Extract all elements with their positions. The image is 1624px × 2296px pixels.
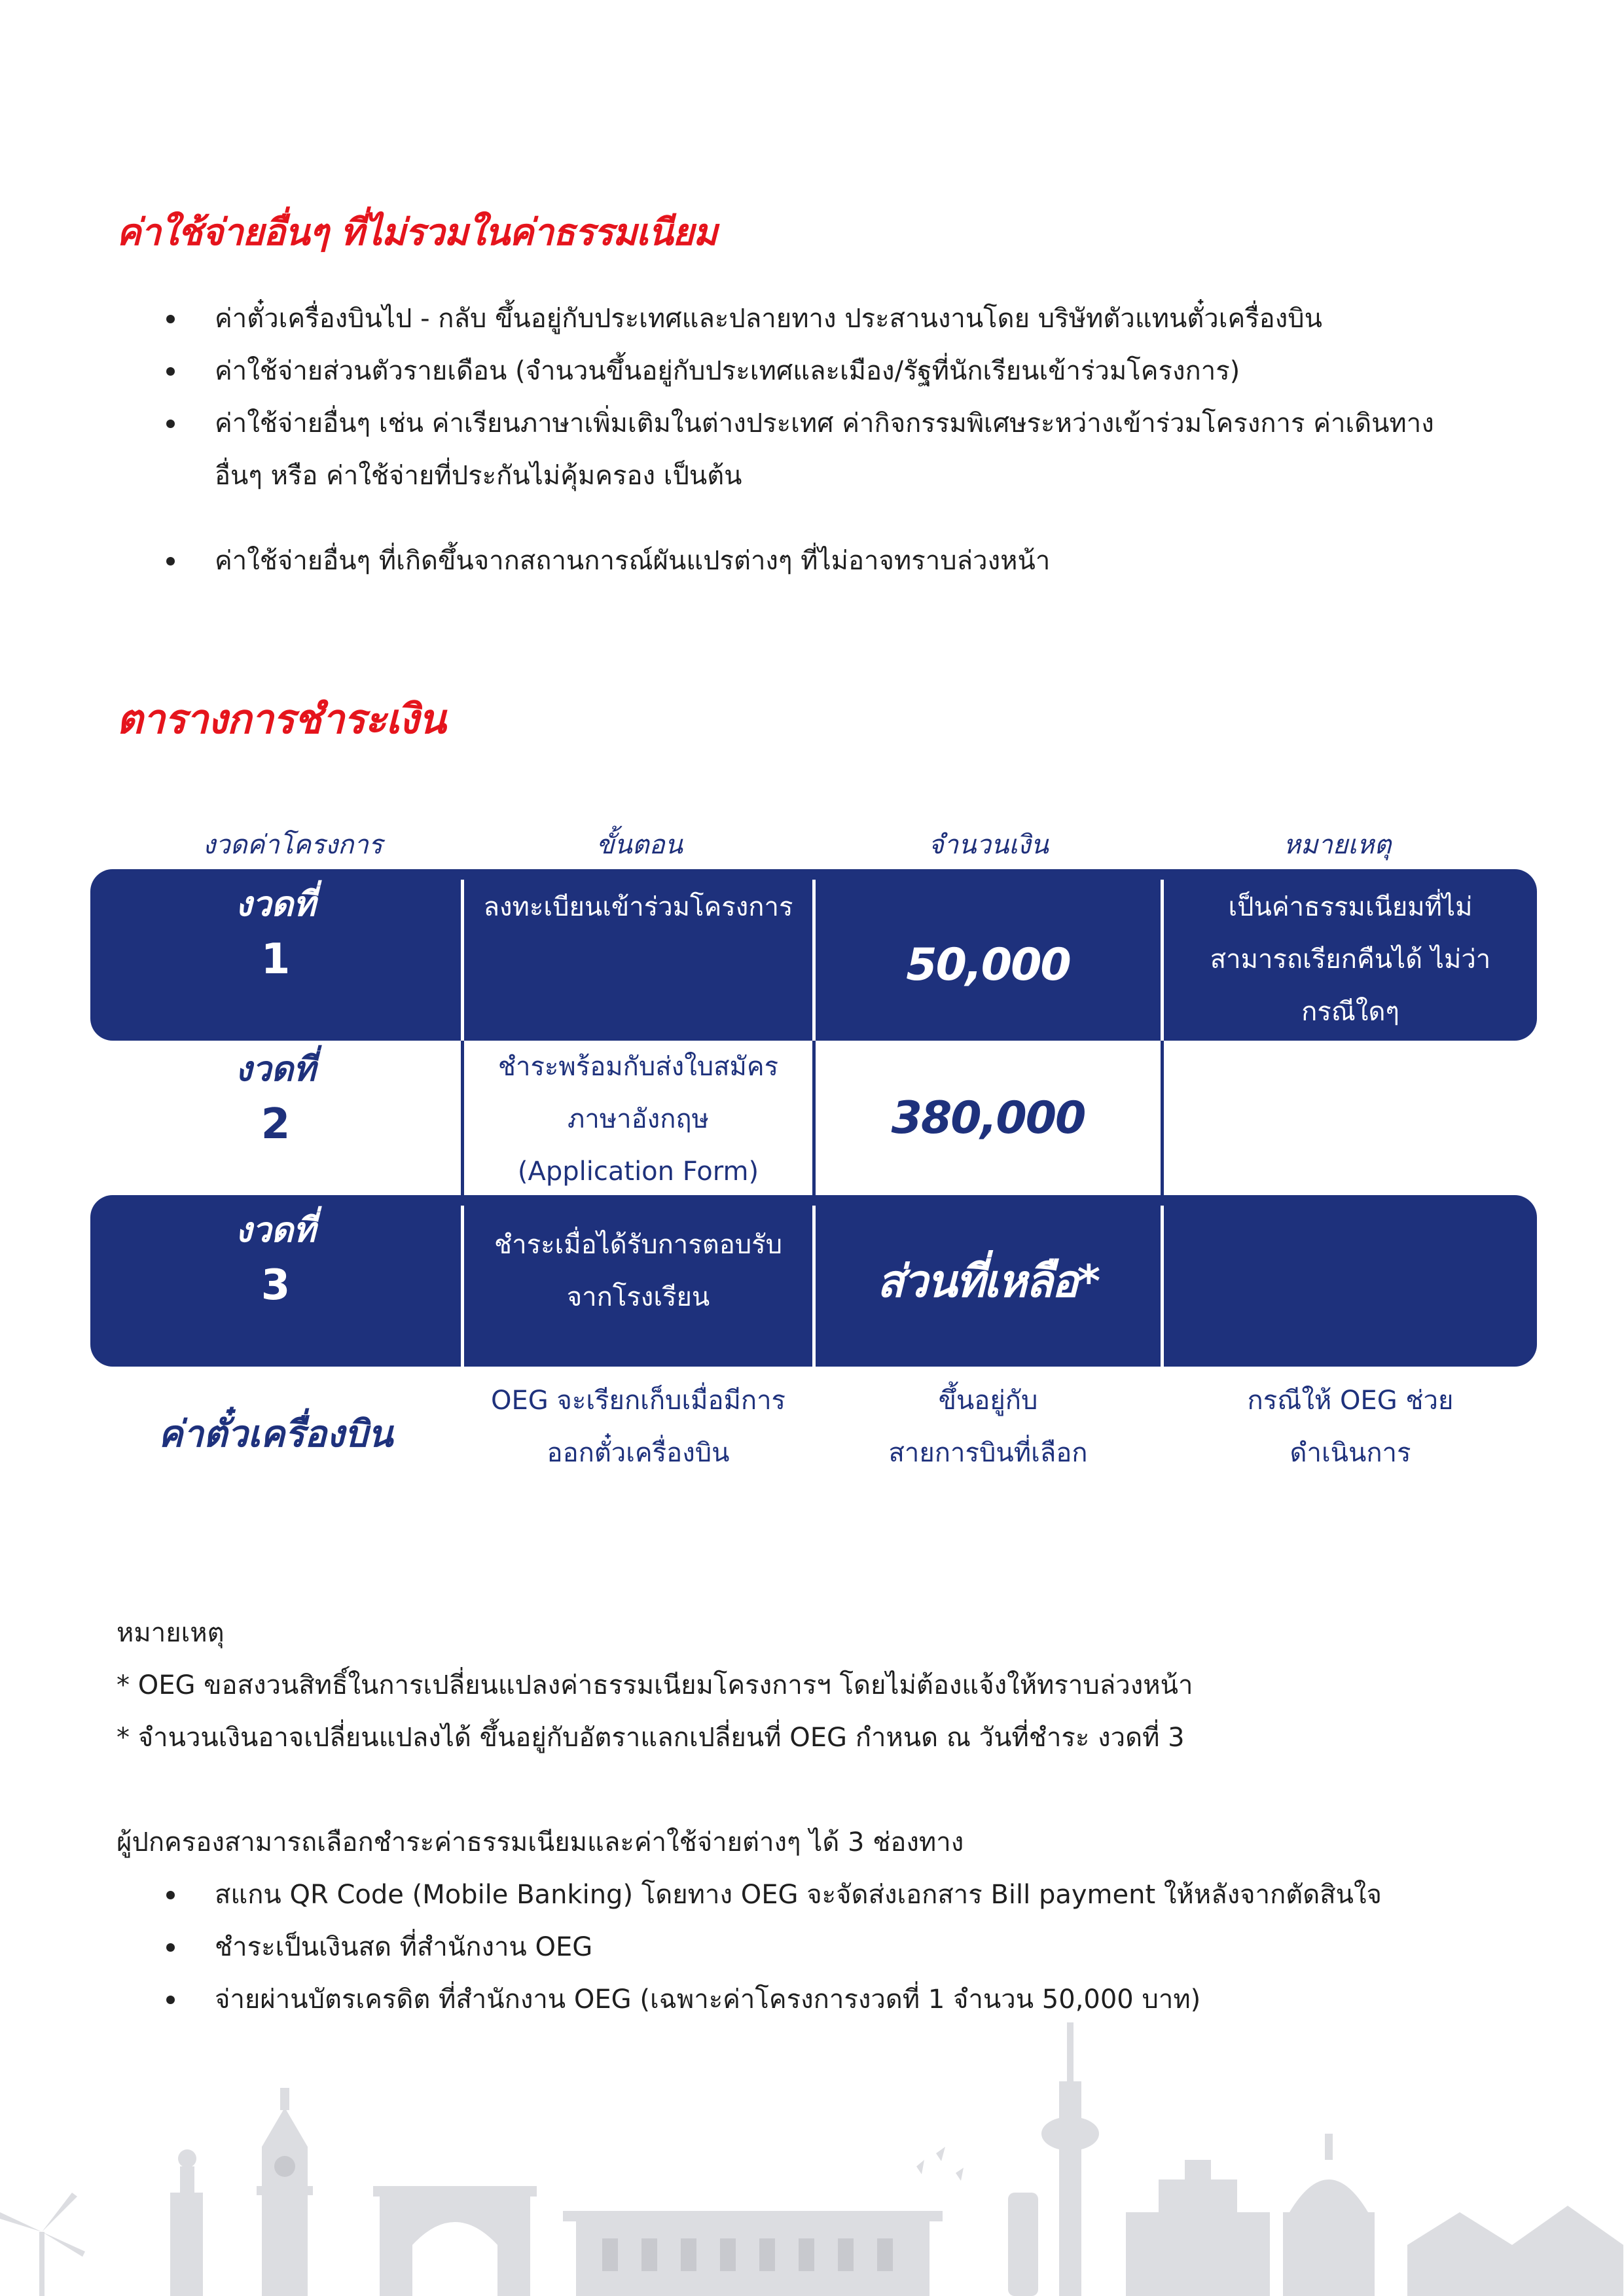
list-item: ค่าตั๋วเครื่องบินไป - กลับ ขึ้นอยู่กับประเทศและปลายทาง ประสานงานโดย บริษัทตัวแทนตั๋วเครื่องบิน xyxy=(157,293,1519,345)
list-item: ค่าใช้จ่ายอื่นๆ เช่น ค่าเรียนภาษาเพิ่มเติมในต่างประเทศ ค่ากิจกรรมพิเศษระหว่างเข้าร่วมโครงการ ค่าเดินทาง xyxy=(157,397,1519,450)
installment-label: งวดที่ xyxy=(235,885,316,924)
installment-number: 2 xyxy=(261,1100,291,1149)
airfare-step-text: OEG จะเรียกเก็บเมื่อมีการ xyxy=(490,1386,786,1416)
note-text: กรณีใดๆ xyxy=(1301,997,1399,1027)
airfare-note-cell xyxy=(1164,1374,1537,1492)
amount-cell xyxy=(816,869,1161,1041)
note-text: สามารถเรียกคืนได้ ไม่ว่า xyxy=(1210,944,1491,975)
installment-cell xyxy=(90,1195,461,1367)
step-text: (Application Form) xyxy=(517,1157,759,1187)
airfare-amount-cell xyxy=(816,1374,1161,1492)
airfare-amount-text: สายการบินที่เลือก xyxy=(888,1438,1088,1468)
payment-methods-intro xyxy=(117,1816,1557,1869)
column-header-installment: งวดค่าโครงการ xyxy=(202,830,383,860)
note-cell xyxy=(1164,1195,1537,1367)
list-item: ค่าใช้จ่ายอื่นๆ ที่เกิดขึ้นจากสถานการณ์ผันแปรต่างๆ ที่ไม่อาจทราบล่วงหน้า xyxy=(157,535,1519,587)
remark-line: * OEG ขอสงวนสิทธิ์ในการเปลี่ยนแปลงค่าธรรมเนียมโครงการฯ โดยไม่ต้องแจ้งให้ทราบล่วงหน้า xyxy=(117,1670,1193,1700)
installment-number: 3 xyxy=(261,1261,291,1310)
remarks-section xyxy=(117,1607,1557,1764)
step-text: จากโรงเรียน xyxy=(566,1282,710,1312)
list-item: ค่าใช้จ่ายส่วนตัวรายเดือน (จำนวนขึ้นอยู่กับประเทศและเมือง/รัฐที่นักเรียนเข้าร่วมโครงการ) xyxy=(157,345,1519,397)
airfare-row xyxy=(90,1374,1537,1492)
installment-number: 1 xyxy=(261,935,291,984)
step-text: ลงทะเบียนเข้าร่วมโครงการ xyxy=(483,892,793,922)
installment-label: งวดที่ xyxy=(235,1211,316,1250)
column-header-amount: จำนวนเงิน xyxy=(928,830,1049,860)
airfare-note-text: ดำเนินการ xyxy=(1290,1438,1411,1468)
payment-schedule-title: ตารางการชำระเงิน xyxy=(117,695,446,743)
installment-cell xyxy=(90,1041,461,1195)
list-item: สแกน QR Code (Mobile Banking) โดยทาง OEG จะจัดส่งเอกสาร Bill payment ให้หลังจากตัดสินใจ xyxy=(157,1869,1519,1921)
installment-label: งวดที่ xyxy=(235,1050,316,1089)
installment-cell xyxy=(90,869,461,1041)
amount-value: 50,000 xyxy=(906,939,1070,991)
amount-value: 380,000 xyxy=(891,1092,1085,1144)
list-item: ชำระเป็นเงินสด ที่สำนักงาน OEG xyxy=(157,1921,1519,1973)
airfare-amount-text: ขึ้นอยู่กับ xyxy=(938,1386,1038,1416)
step-cell xyxy=(464,1041,812,1195)
airfare-note-text: กรณีให้ OEG ช่วย xyxy=(1247,1386,1454,1416)
column-header-step: ขั้นตอน xyxy=(596,830,683,860)
column-header-note: หมายเหตุ xyxy=(1283,830,1392,860)
note-text: เป็นค่าธรรมเนียมที่ไม่ xyxy=(1228,892,1473,922)
list-item-continuation-text: อื่นๆ หรือ ค่าใช้จ่ายที่ประกันไม่คุ้มครอง เป็นต้น xyxy=(215,461,742,491)
note-cell xyxy=(1164,869,1537,1041)
other-costs-list xyxy=(157,293,1519,587)
step-cell xyxy=(464,1195,812,1367)
remark-line: * จำนวนเงินอาจเปลี่ยนแปลงได้ ขึ้นอยู่กับอัตราแลกเปลี่ยนที่ OEG กำหนด ณ วันที่ชำระ งวดที่ 3 xyxy=(117,1723,1185,1753)
payment-row-2 xyxy=(90,1041,1537,1195)
airfare-label-cell xyxy=(90,1374,461,1492)
note-cell xyxy=(1164,1041,1537,1195)
airfare-step-cell xyxy=(464,1374,812,1492)
list-item-continuation xyxy=(157,450,1519,502)
payment-methods-intro-text: ผู้ปกครองสามารถเลือกชำระค่าธรรมเนียมและค่าใช้จ่ายต่างๆ ได้ 3 ช่องทาง xyxy=(117,1827,964,1857)
amount-cell xyxy=(816,1195,1161,1367)
payment-row-3 xyxy=(90,1195,1537,1367)
amount-cell xyxy=(816,1041,1161,1195)
payment-row-1 xyxy=(90,869,1537,1041)
airfare-step-text: ออกตั๋วเครื่องบิน xyxy=(547,1438,730,1468)
step-text: ภาษาอังกฤษ xyxy=(567,1104,709,1134)
amount-value: ส่วนที่เหลือ* xyxy=(876,1256,1100,1308)
step-cell xyxy=(464,869,812,1041)
other-costs-title: ค่าใช้จ่ายอื่นๆ ที่ไม่รวมในค่าธรรมเนียม xyxy=(117,211,717,254)
city-skyline-illustration xyxy=(0,1996,1624,2296)
step-text: ชำระพร้อมกับส่งใบสมัคร xyxy=(497,1052,779,1082)
step-text: ชำระเมื่อได้รับการตอบรับ xyxy=(494,1230,783,1260)
remarks-title: หมายเหตุ xyxy=(117,1618,225,1648)
list-item: จ่ายผ่านบัตรเครดิต ที่สำนักงาน OEG (เฉพาะค่าโครงการงวดที่ 1 จำนวน 50,000 บาท) xyxy=(157,1973,1519,2026)
airfare-label: ค่าตั๋วเครื่องบิน xyxy=(158,1412,393,1456)
